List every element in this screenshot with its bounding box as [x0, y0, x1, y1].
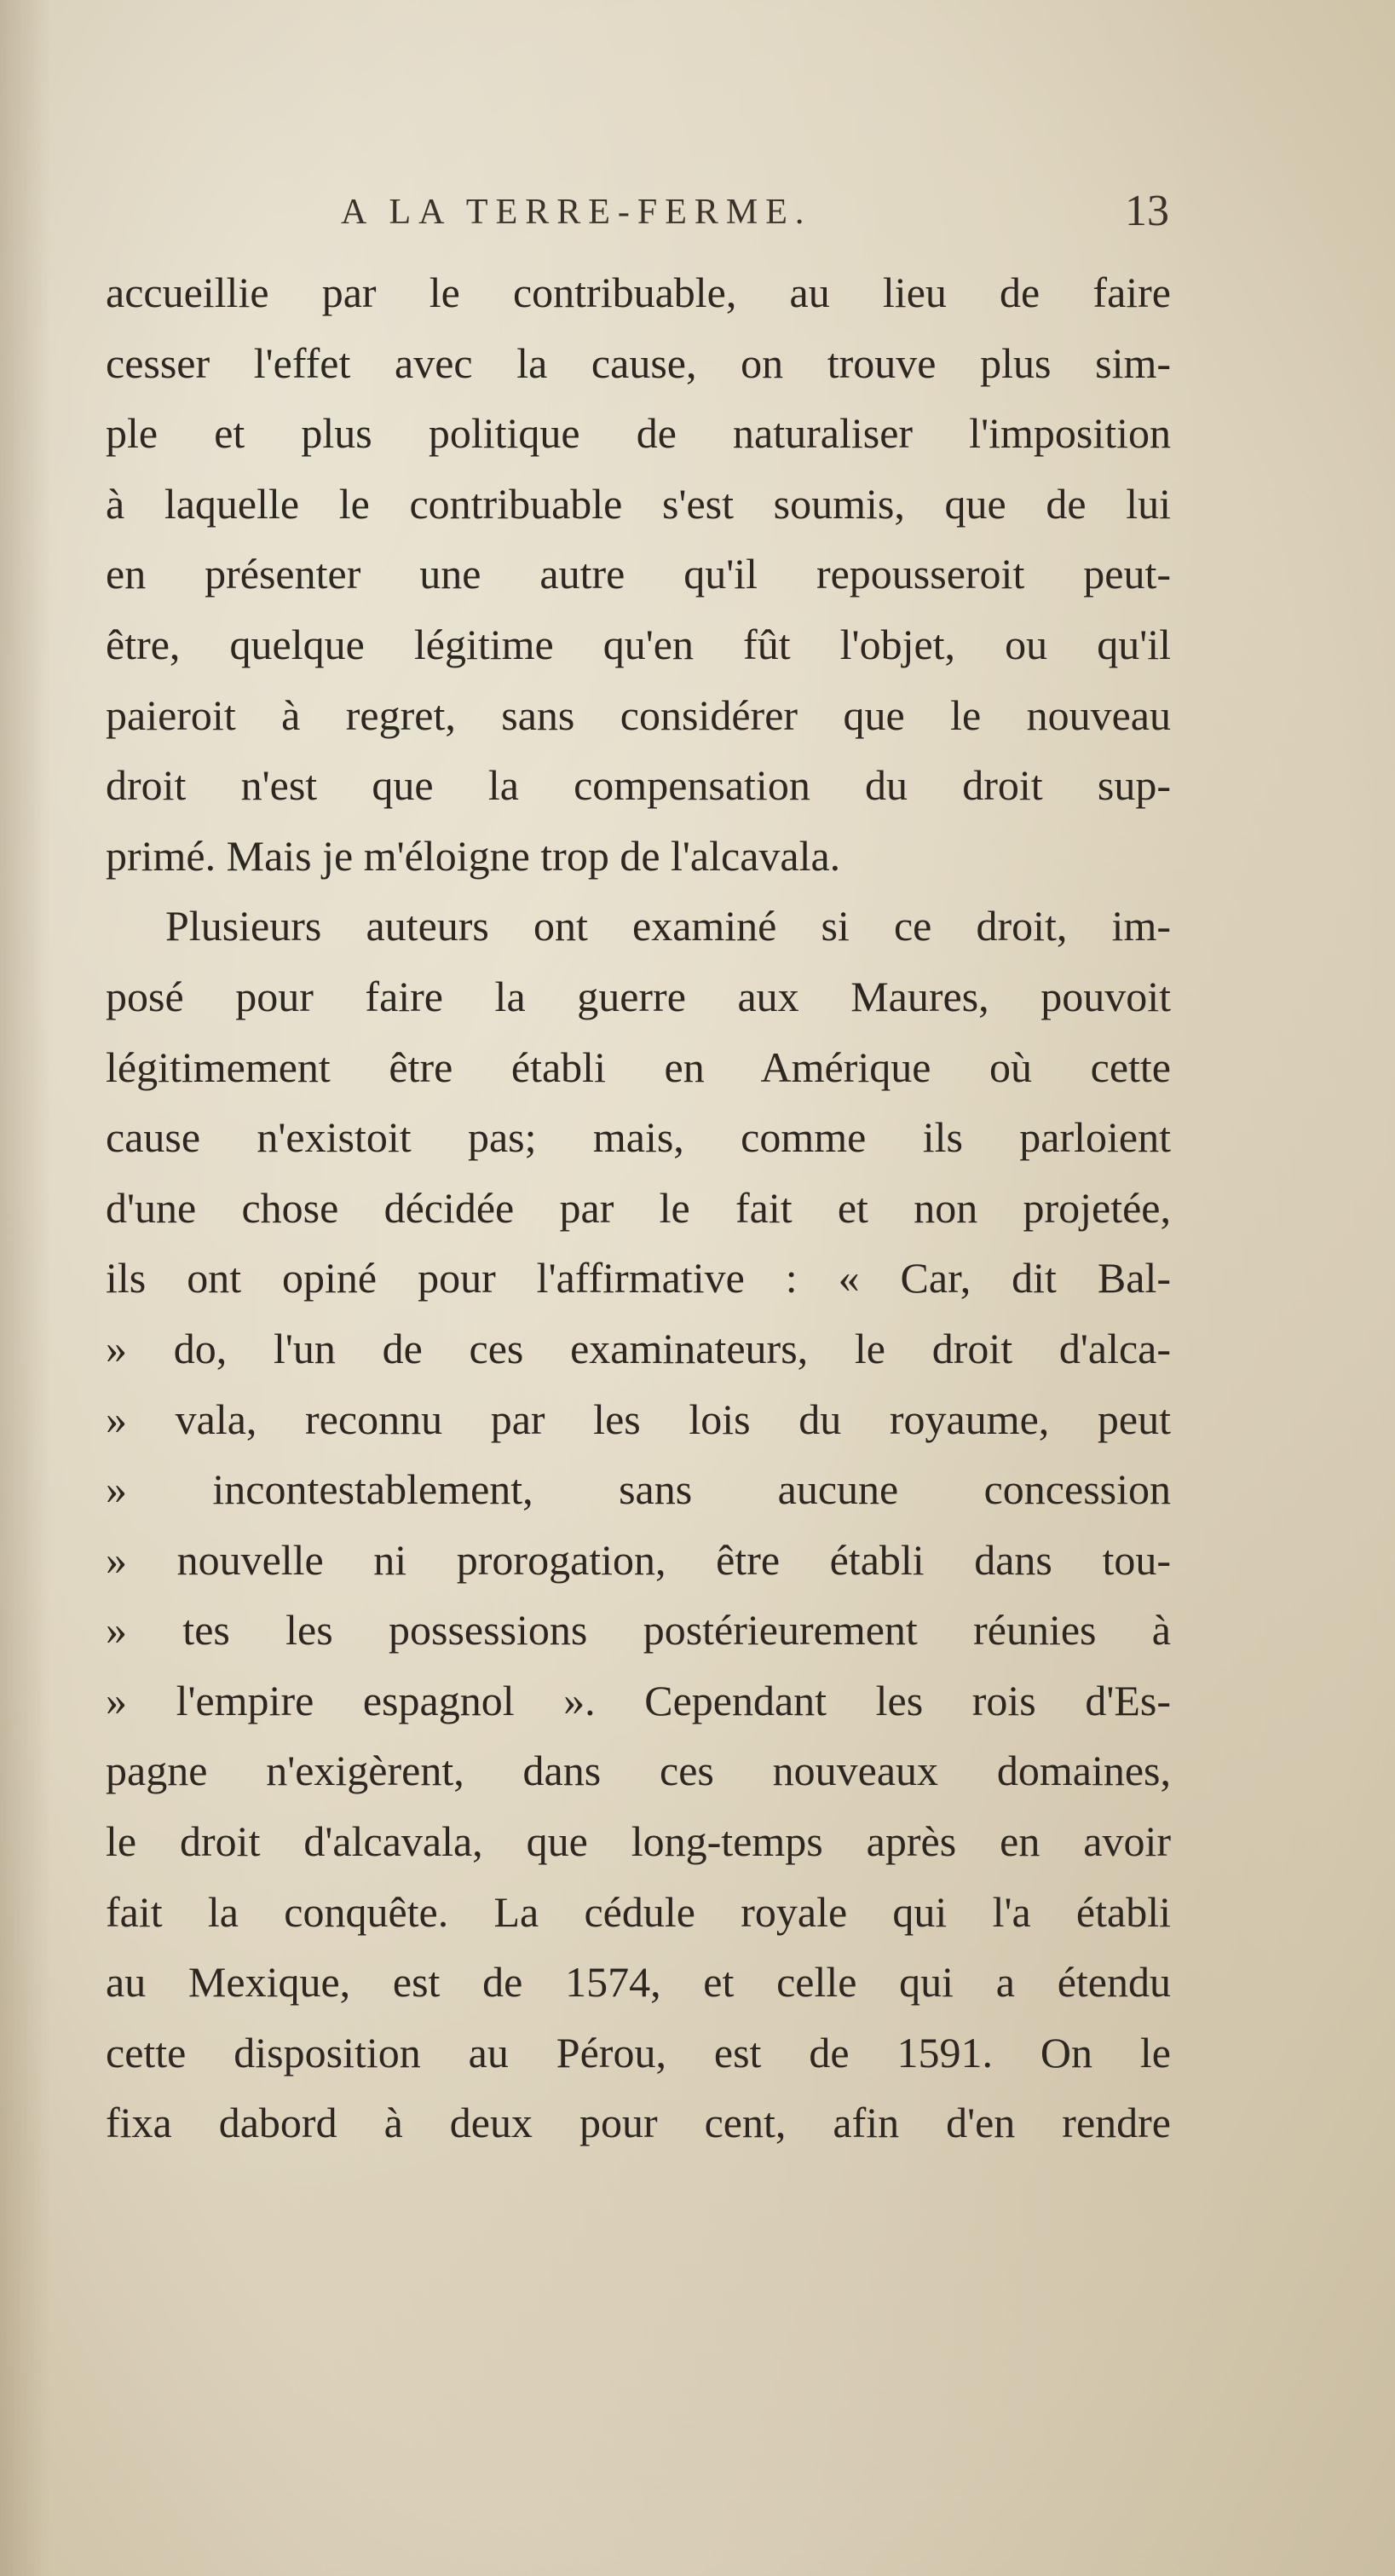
text-line: paieroit à regret, sans considérer que le nouveau	[106, 690, 1171, 739]
text-line: » tes les possessions postérieurement réunies à	[106, 1606, 1171, 1655]
text-line: ils ont opiné pour l'affirmative : « Car, dit Bal-	[106, 1254, 1171, 1302]
text-line: fait la conquête. La cédule royale qui l'a établi	[106, 1887, 1171, 1936]
text-line: cause n'existoit pas; mais, comme ils parloient	[106, 1113, 1171, 1162]
text-line: ple et plus politique de naturaliser l'imposition	[106, 409, 1171, 458]
text-line: » incontestablement, sans aucune concession	[106, 1465, 1171, 1514]
text-line: pagne n'exigèrent, dans ces nouveaux domaines,	[106, 1747, 1171, 1795]
text-line: fixa dabord à deux pour cent, afin d'en rendre	[106, 2099, 1171, 2147]
page-number: 13	[1125, 187, 1169, 235]
text-line: » nouvelle ni prorogation, être établi dans tou-	[106, 1535, 1171, 1584]
text-line: » do, l'un de ces examinateurs, le droit d'alca-	[106, 1324, 1171, 1372]
text-line: » l'empire espagnol ». Cependant les rois d'Es-	[106, 1676, 1171, 1724]
body-text	[106, 257, 1171, 2158]
spine-shadow	[0, 0, 51, 2576]
text-line: légitimement être établi en Amérique où cette	[106, 1043, 1171, 1091]
text-line: droit n'est que la compensation du droit sup-	[106, 761, 1171, 810]
text-line: à laquelle le contribuable s'est soumis, que de lui	[106, 479, 1171, 528]
text-line: cesser l'effet avec la cause, on trouve plus sim-	[106, 338, 1171, 387]
text-line: au Mexique, est de 1574, et celle qui a étendu	[106, 1958, 1171, 2007]
text-line: » vala, reconnu par les lois du royaume, peut	[106, 1395, 1171, 1443]
text-line: en présenter une autre qu'il repousseroit peut-	[106, 550, 1171, 598]
text-line: posé pour faire la guerre aux Maures, pouvoit	[106, 972, 1171, 1020]
text-line: le droit d'alcavala, que long-temps après en avoir	[106, 1817, 1171, 1866]
text-line: d'une chose décidée par le fait et non projetée,	[106, 1183, 1171, 1232]
text-line: accueillie par le contribuable, au lieu de faire	[106, 269, 1171, 316]
text-line: cette disposition au Pérou, est de 1591. On le	[106, 2028, 1171, 2076]
running-title: A LA TERRE-FERME.	[341, 193, 812, 232]
paragraph-start-line: Plusieurs auteurs ont examiné si ce droit, im-	[165, 902, 1171, 950]
paragraph-end-line: primé. Mais je m'éloigne trop de l'alcavala.	[106, 831, 841, 880]
text-line: être, quelque légitime qu'en fût l'objet, ou qu'il	[106, 620, 1171, 668]
